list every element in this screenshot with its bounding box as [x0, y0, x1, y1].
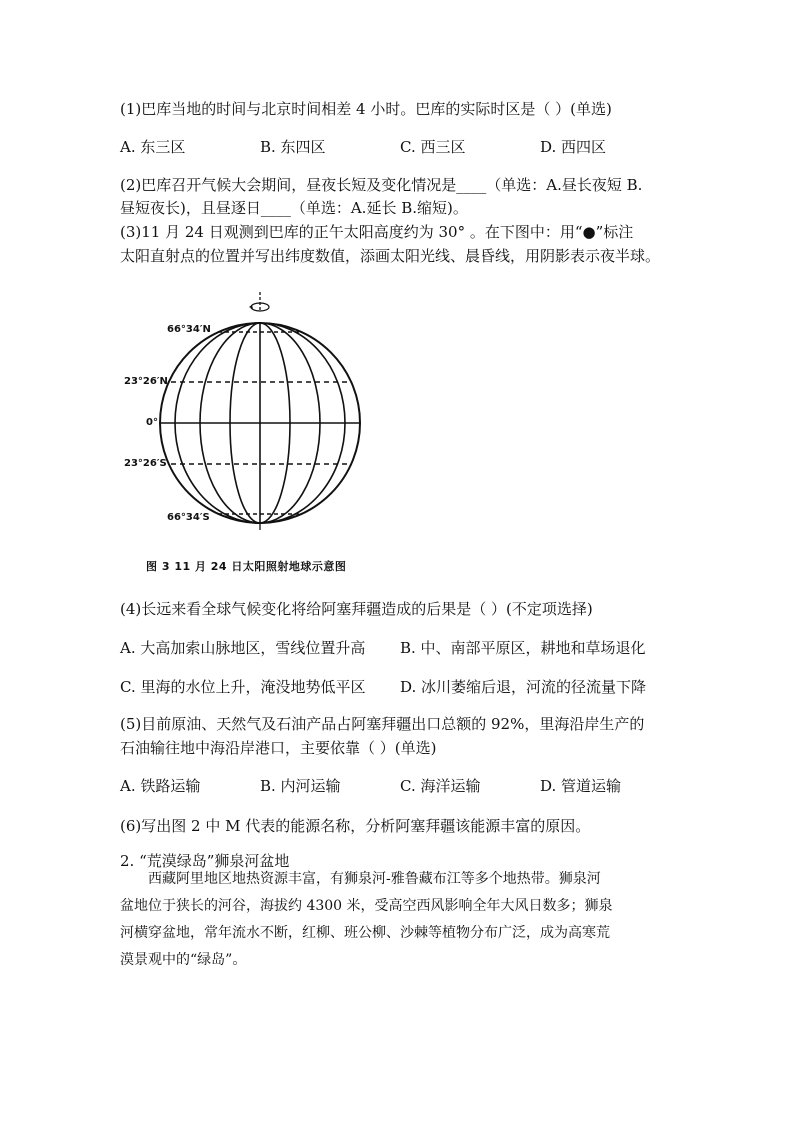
passage-line: 西藏阿里地区地热资源丰富，有狮泉河-雅鲁藏布江等多个地热带。狮泉河 — [148, 871, 601, 887]
q1-option-a: A. 东三区 — [120, 138, 186, 156]
passage-line: 河横穿盆地，常年流水不断，红柳、班公柳、沙棘等植物分布广泛，成为高寒荒 — [120, 925, 610, 941]
q2-line1: (2)巴库召开气候大会期间，昼夜长短及变化情况是____（单选：A.昼长夜短 B. — [120, 176, 643, 194]
section2-passage — [120, 866, 680, 974]
q4-option-c: C. 里海的水位上升，淹没地势低平区 — [120, 678, 366, 696]
label-antarctic-circle: 66°34′S — [167, 512, 210, 523]
label-tropic-capricorn: 23°26′S — [124, 458, 167, 469]
q4-option-d: D. 冰川萎缩后退，河流的径流量下降 — [400, 678, 647, 696]
q4-option-a: A. 大高加索山脉地区，雪线位置升高 — [120, 639, 366, 657]
q5-option-a: A. 铁路运输 — [120, 777, 201, 795]
q5-option-c: C. 海洋运输 — [400, 777, 481, 795]
q2-line2: 昼短夜长)，且昼逐日____（单选：A.延长 B.缩短)。 — [120, 199, 468, 217]
q1-option-c: C. 西三区 — [400, 138, 466, 156]
q4-option-b: B. 中、南部平原区，耕地和草场退化 — [400, 639, 646, 657]
q5-line1: (5)目前原油、天然气及石油产品占阿塞拜疆出口总额的 92%，里海沿岸生产的 — [120, 715, 645, 733]
q1-option-d: D. 西四区 — [540, 138, 607, 156]
section2-title: 2. “荒漠绿岛”狮泉河盆地 — [120, 852, 290, 870]
passage-line: 漠景观中的“绿岛”。 — [120, 952, 247, 968]
globe-figure — [120, 290, 380, 550]
label-arctic-circle: 66°34′N — [167, 324, 211, 335]
q6-stem: (6)写出图 2 中 M 代表的能源名称，分析阿塞拜疆该能源丰富的原因。 — [120, 817, 591, 835]
figure-caption: 图 3 11 月 24 日太阳照射地球示意图 — [146, 560, 347, 573]
q5-option-d: D. 管道运输 — [540, 777, 622, 795]
q4-stem: (4)长远来看全球气候变化将给阿塞拜疆造成的后果是（ ）(不定项选择) — [120, 600, 593, 618]
rotation-arrow-icon — [249, 292, 269, 312]
q3-line2: 太阳直射点的位置并写出纬度数值，添画太阳光线、晨昏线，用阴影表示夜半球。 — [120, 247, 661, 265]
q5-option-b: B. 内河运输 — [260, 777, 341, 795]
label-equator: 0° — [146, 417, 158, 428]
q1-stem: (1)巴库当地的时间与北京时间相差 4 小时。巴库的实际时区是（ ）(单选) — [120, 100, 612, 118]
label-tropic-cancer: 23°26′N — [124, 376, 168, 387]
q1-option-b: B. 东四区 — [260, 138, 326, 156]
q3-line1: (3)11 月 24 日观测到巴库的正午太阳高度约为 30° 。在下图中：用“●”标注 — [120, 223, 634, 241]
passage-line: 盆地位于狭长的河谷，海拔约 4300 米，受高空西风影响全年大风日数多；狮泉 — [120, 898, 613, 914]
q5-line2: 石油输往地中海沿岸港口，主要依靠（ ）(单选) — [120, 739, 437, 757]
